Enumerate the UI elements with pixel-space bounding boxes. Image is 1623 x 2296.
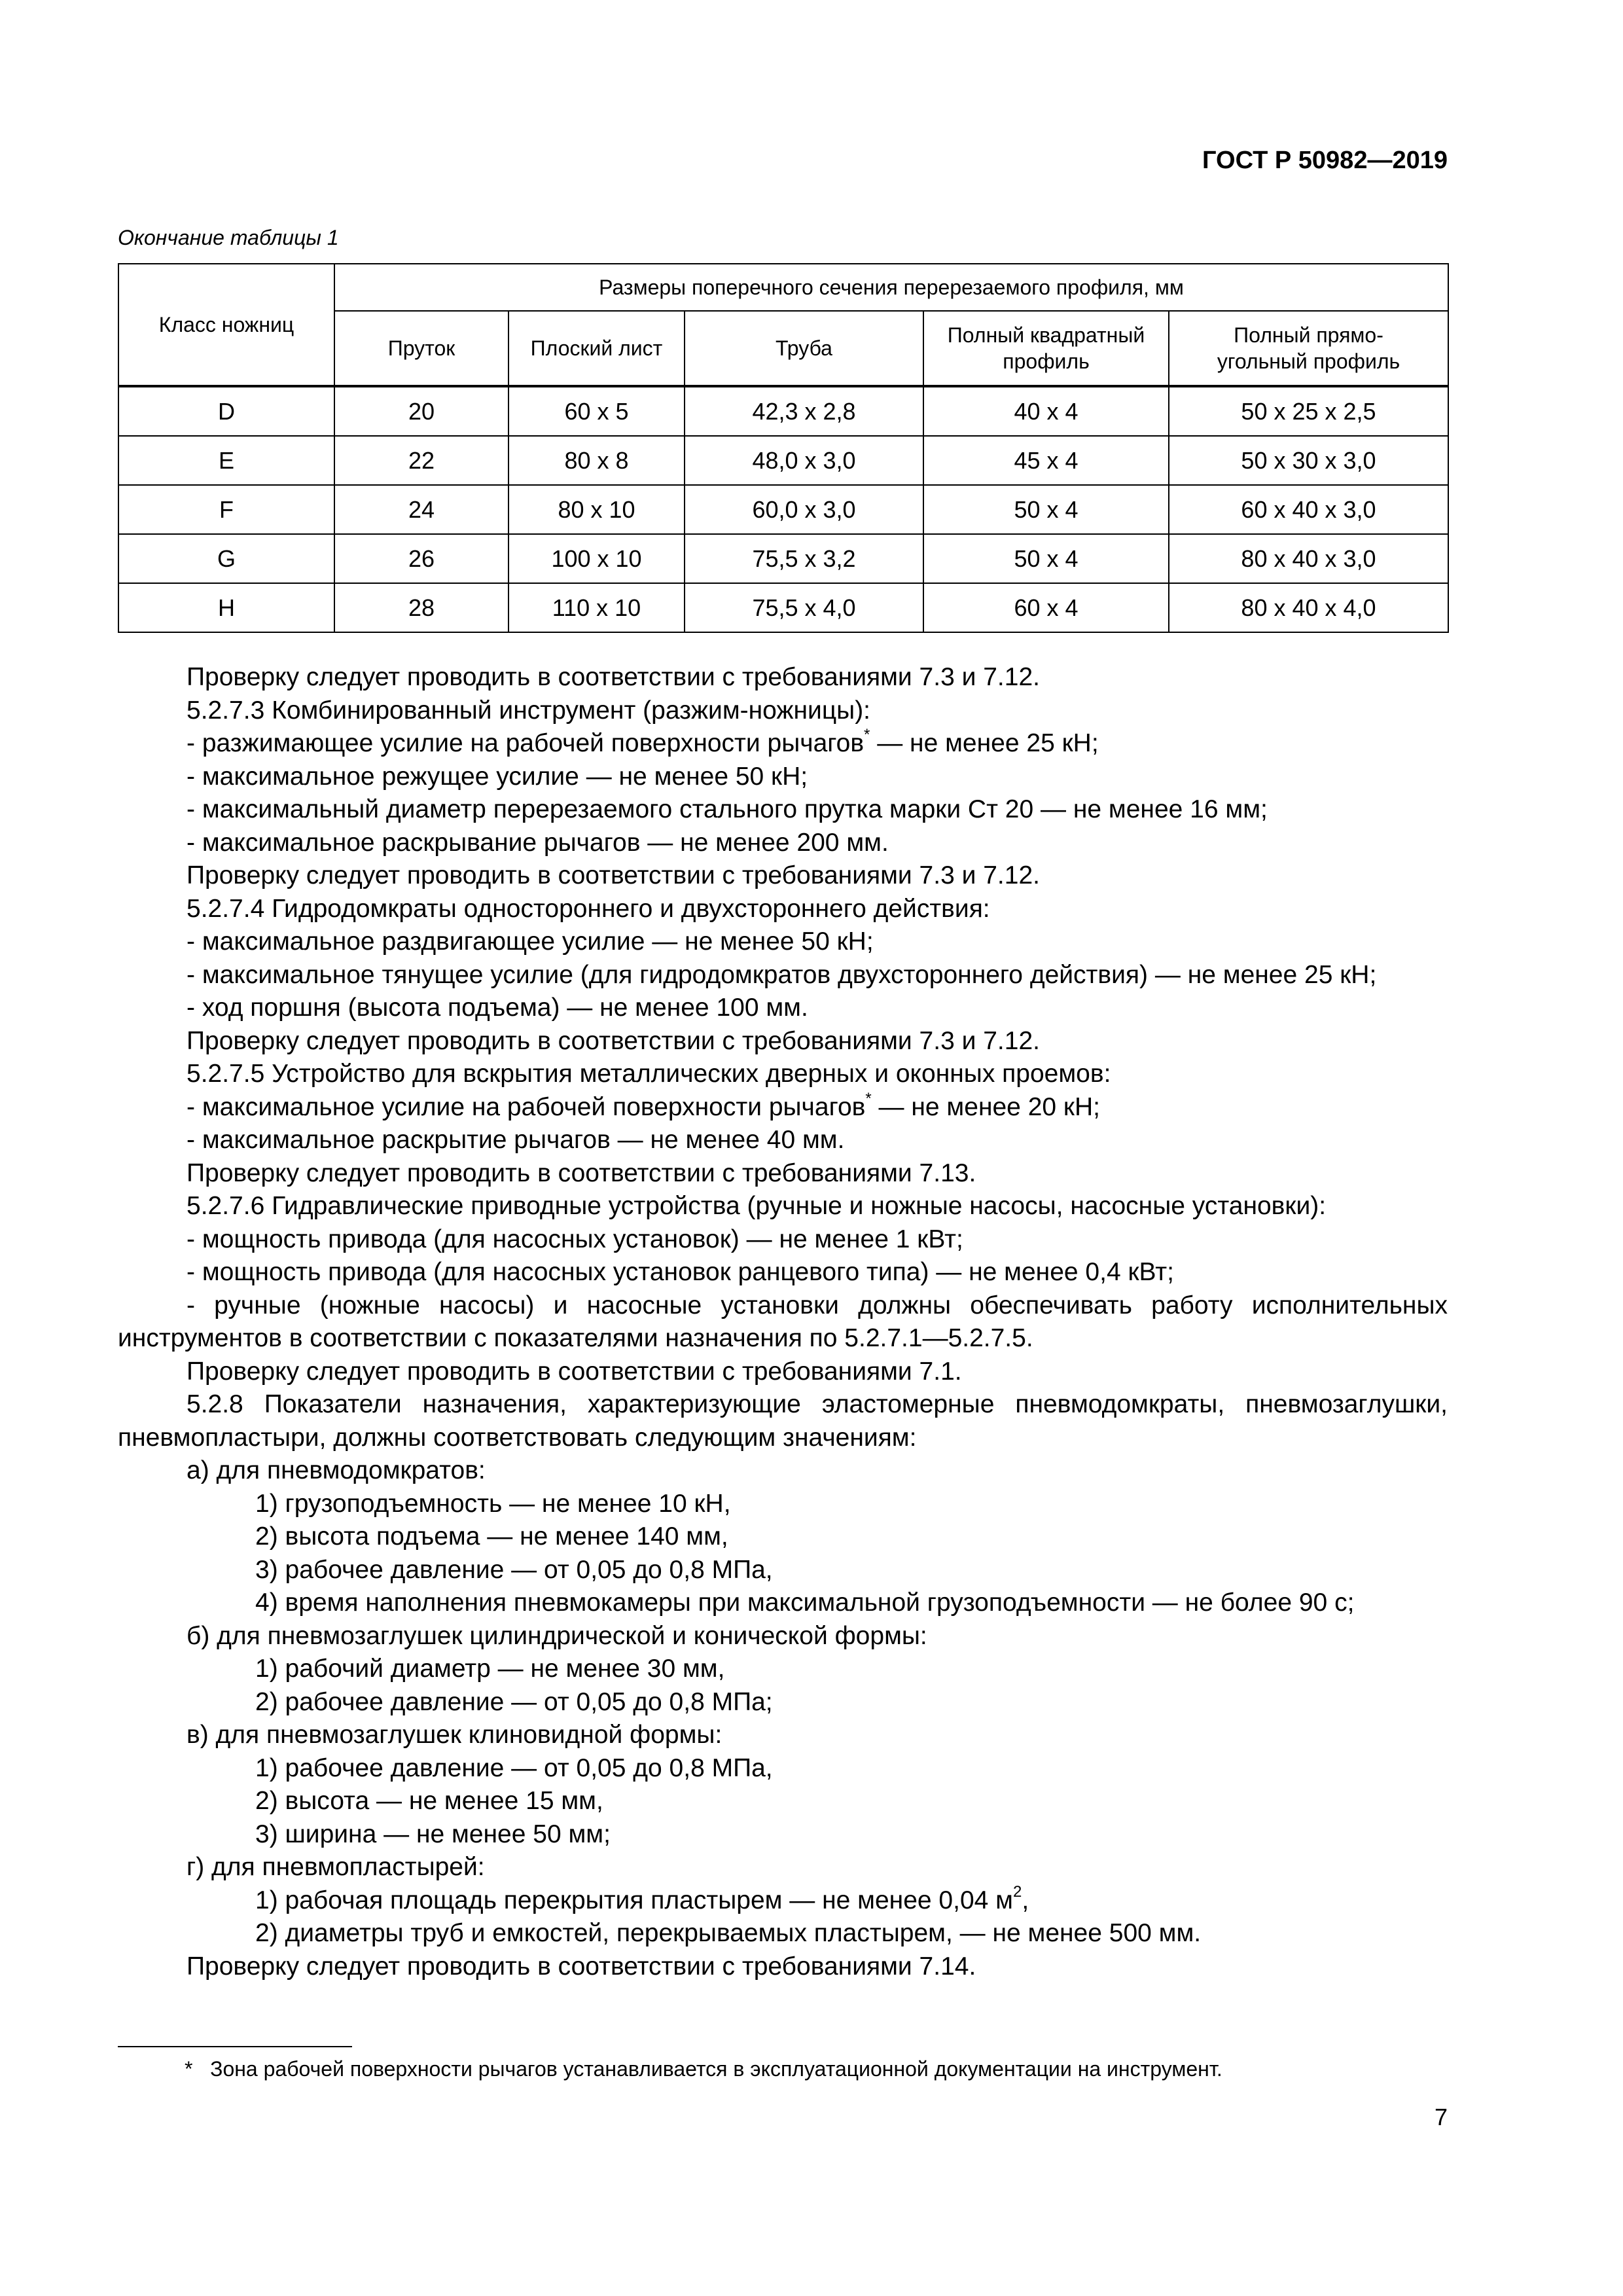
cell: 50 х 25 х 2,5 bbox=[1169, 386, 1448, 436]
cell: 75,5 х 3,2 bbox=[685, 534, 923, 583]
sub-list-item: 2) высота — не менее 15 мм, bbox=[255, 1787, 603, 1815]
header-flat-sheet: Плоский лист bbox=[508, 311, 685, 386]
header-pipe: Труба bbox=[685, 311, 923, 386]
list-item: - максимальный диаметр перерезаемого стального прутка марки Ст 20 — не менее 16 мм; bbox=[187, 795, 1268, 823]
sub-list-item: 2) рабочее давление — от 0,05 до 0,8 МПа; bbox=[255, 1687, 773, 1716]
header-rod: Пруток bbox=[334, 311, 508, 386]
cell: 80 х 40 х 4,0 bbox=[1169, 583, 1448, 632]
list-item: а) для пневмодомкратов: bbox=[187, 1456, 486, 1484]
table-row bbox=[118, 534, 1448, 583]
cell: 48,0 х 3,0 bbox=[685, 436, 923, 485]
list-item: - максимальное раскрывание рычагов — не менее 200 мм. bbox=[187, 828, 889, 857]
cell: D bbox=[118, 386, 334, 436]
cell: 80 х 40 х 3,0 bbox=[1169, 534, 1448, 583]
cell: 60 х 5 bbox=[508, 386, 685, 436]
cell: F bbox=[118, 485, 334, 534]
page-number: 7 bbox=[1434, 2104, 1448, 2130]
header-class: Класс ножниц bbox=[118, 264, 334, 386]
sub-list-item: 3) ширина — не менее 50 мм; bbox=[255, 1820, 611, 1848]
list-item: - мощность привода (для насосных установок) — не менее 1 кВт; bbox=[187, 1225, 963, 1253]
cell: 40 х 4 bbox=[923, 386, 1169, 436]
sub-list-item: 2) диаметры труб и емкостей, перекрываемых пластырем, — не менее 500 мм. bbox=[255, 1919, 1202, 1947]
paragraph: Проверку следует проводить в соответствии с требованиями 7.13. bbox=[187, 1158, 976, 1187]
sub-list-item: 4) время наполнения пневмокамеры при максимальной грузоподъемности — не более 90 с; bbox=[255, 1588, 1355, 1617]
table-row bbox=[118, 485, 1448, 534]
footnote-text: Зона рабочей поверхности рычагов устанавливается в эксплуатационной документации на инструмент. bbox=[210, 2057, 1222, 2081]
sub-list-item: 1) рабочая площадь перекрытия пластырем — не менее 0,04 $м^2$, bbox=[255, 1882, 1029, 1914]
clause-heading: 5.2.7.4 Гидродомкраты одностороннего и двухстороннего действия: bbox=[187, 894, 990, 923]
cell: 80 х 10 bbox=[508, 485, 685, 534]
list-item: - максимальное усилие на рабочей поверхности рычагов* — не менее 20 кН; bbox=[187, 1089, 1100, 1121]
footnote-mark: * bbox=[185, 2057, 193, 2081]
list-item: - ход поршня (высота подъема) — не менее 100 мм. bbox=[187, 994, 808, 1022]
cell: 42,3 х 2,8 bbox=[685, 386, 923, 436]
sub-list-item: 2) высота подъема — не менее 140 мм, bbox=[255, 1522, 728, 1551]
cell: 50 х 4 bbox=[923, 534, 1169, 583]
cell: G bbox=[118, 534, 334, 583]
clause-heading: 5.2.7.3 Комбинированный инструмент (разжим-ножницы): bbox=[187, 696, 871, 725]
sub-list-item: 1) рабочее давление — от 0,05 до 0,8 МПа, bbox=[255, 1753, 773, 1782]
cell: E bbox=[118, 436, 334, 485]
paragraph: Проверку следует проводить в соответствии с требованиями 7.3 и 7.12. bbox=[187, 861, 1040, 889]
cell: 28 bbox=[334, 583, 508, 632]
cell: 22 bbox=[334, 436, 508, 485]
header-square-profile: Полный квадратный профиль bbox=[923, 311, 1169, 386]
footnote-ref: * bbox=[864, 726, 870, 744]
footnote-divider bbox=[118, 2046, 352, 2047]
clause-heading: 5.2.8 Показатели назначения, характеризующие эластомерные пневмодомкраты, пневмозаглушки, пневмопластыри, должны соответствовать следующим значениям: bbox=[118, 1390, 1448, 1452]
list-item: - мощность привода (для насосных установок ранцевого типа) — не менее 0,4 кВт; bbox=[187, 1258, 1174, 1286]
cell: 24 bbox=[334, 485, 508, 534]
cell: 60,0 х 3,0 bbox=[685, 485, 923, 534]
table-caption: Окончание таблицы 1 bbox=[118, 226, 339, 249]
table-row bbox=[118, 436, 1448, 485]
cell: 20 bbox=[334, 386, 508, 436]
document-body bbox=[118, 661, 1448, 1983]
list-item: б) для пневмозаглушек цилиндрической и конической формы: bbox=[187, 1621, 927, 1650]
clause-heading: 5.2.7.5 Устройство для вскрытия металлических дверных и оконных проемов: bbox=[187, 1060, 1111, 1088]
cell: 50 х 30 х 3,0 bbox=[1169, 436, 1448, 485]
header-rect-profile: Полный прямо-угольный профиль bbox=[1169, 311, 1448, 386]
cell: H bbox=[118, 583, 334, 632]
cell: 45 х 4 bbox=[923, 436, 1169, 485]
sub-list-item: 1) грузоподъемность — не менее 10 кН, bbox=[255, 1489, 731, 1518]
list-item: в) для пневмозаглушек клиновидной формы: bbox=[187, 1721, 722, 1749]
cell: 60 х 4 bbox=[923, 583, 1169, 632]
list-item: - максимальное режущее усилие — не менее 50 кН; bbox=[187, 762, 808, 791]
cell: 110 х 10 bbox=[508, 583, 685, 632]
list-item: - ручные (ножные насосы) и насосные установки должны обеспечивать работу исполнительных инструментов в соответствии с показателями назначения по 5.2.7.1—5.2.7.5. bbox=[118, 1291, 1448, 1352]
paragraph: Проверку следует проводить в соответствии с требованиями 7.3 и 7.12. bbox=[187, 663, 1040, 691]
table-row bbox=[118, 386, 1448, 436]
paragraph: Проверку следует проводить в соответствии с требованиями 7.14. bbox=[187, 1952, 976, 1981]
footnote-ref: * bbox=[865, 1089, 872, 1107]
list-item: - максимальное раскрытие рычагов — не менее 40 мм. bbox=[187, 1126, 845, 1154]
paragraph: Проверку следует проводить в соответствии с требованиями 7.1. bbox=[187, 1357, 962, 1386]
cell: 75,5 х 4,0 bbox=[685, 583, 923, 632]
cell: 60 х 40 х 3,0 bbox=[1169, 485, 1448, 534]
clause-heading: 5.2.7.6 Гидравлические приводные устройства (ручные и ножные насосы, насосные установки): bbox=[187, 1192, 1327, 1220]
list-item: г) для пневмопластырей: bbox=[187, 1853, 485, 1881]
superscript: 2 bbox=[1012, 1882, 1022, 1901]
list-item: - максимальное раздвигающее усилие — не менее 50 кН; bbox=[187, 927, 874, 956]
cell: 100 х 10 bbox=[508, 534, 685, 583]
header-group: Размеры поперечного сечения перерезаемого профиля, мм bbox=[334, 264, 1448, 311]
list-item: - максимальное тянущее усилие (для гидродомкратов двухстороннего действия) — не менее 25 кН; bbox=[187, 960, 1377, 989]
sub-list-item: 3) рабочее давление — от 0,05 до 0,8 МПа, bbox=[255, 1555, 773, 1584]
profile-size-table bbox=[118, 263, 1449, 633]
cell: 80 х 8 bbox=[508, 436, 685, 485]
cell: 26 bbox=[334, 534, 508, 583]
paragraph: Проверку следует проводить в соответствии с требованиями 7.3 и 7.12. bbox=[187, 1026, 1040, 1055]
table-row bbox=[118, 583, 1448, 632]
cell: 50 х 4 bbox=[923, 485, 1169, 534]
document-id: ГОСТ Р 50982—2019 bbox=[1202, 147, 1448, 174]
sub-list-item: 1) рабочий диаметр — не менее 30 мм, bbox=[255, 1655, 725, 1683]
list-item: - разжимающее усилие на рабочей поверхности рычагов* — не менее 25 кН; bbox=[187, 726, 1099, 757]
footnote bbox=[185, 2054, 1222, 2084]
